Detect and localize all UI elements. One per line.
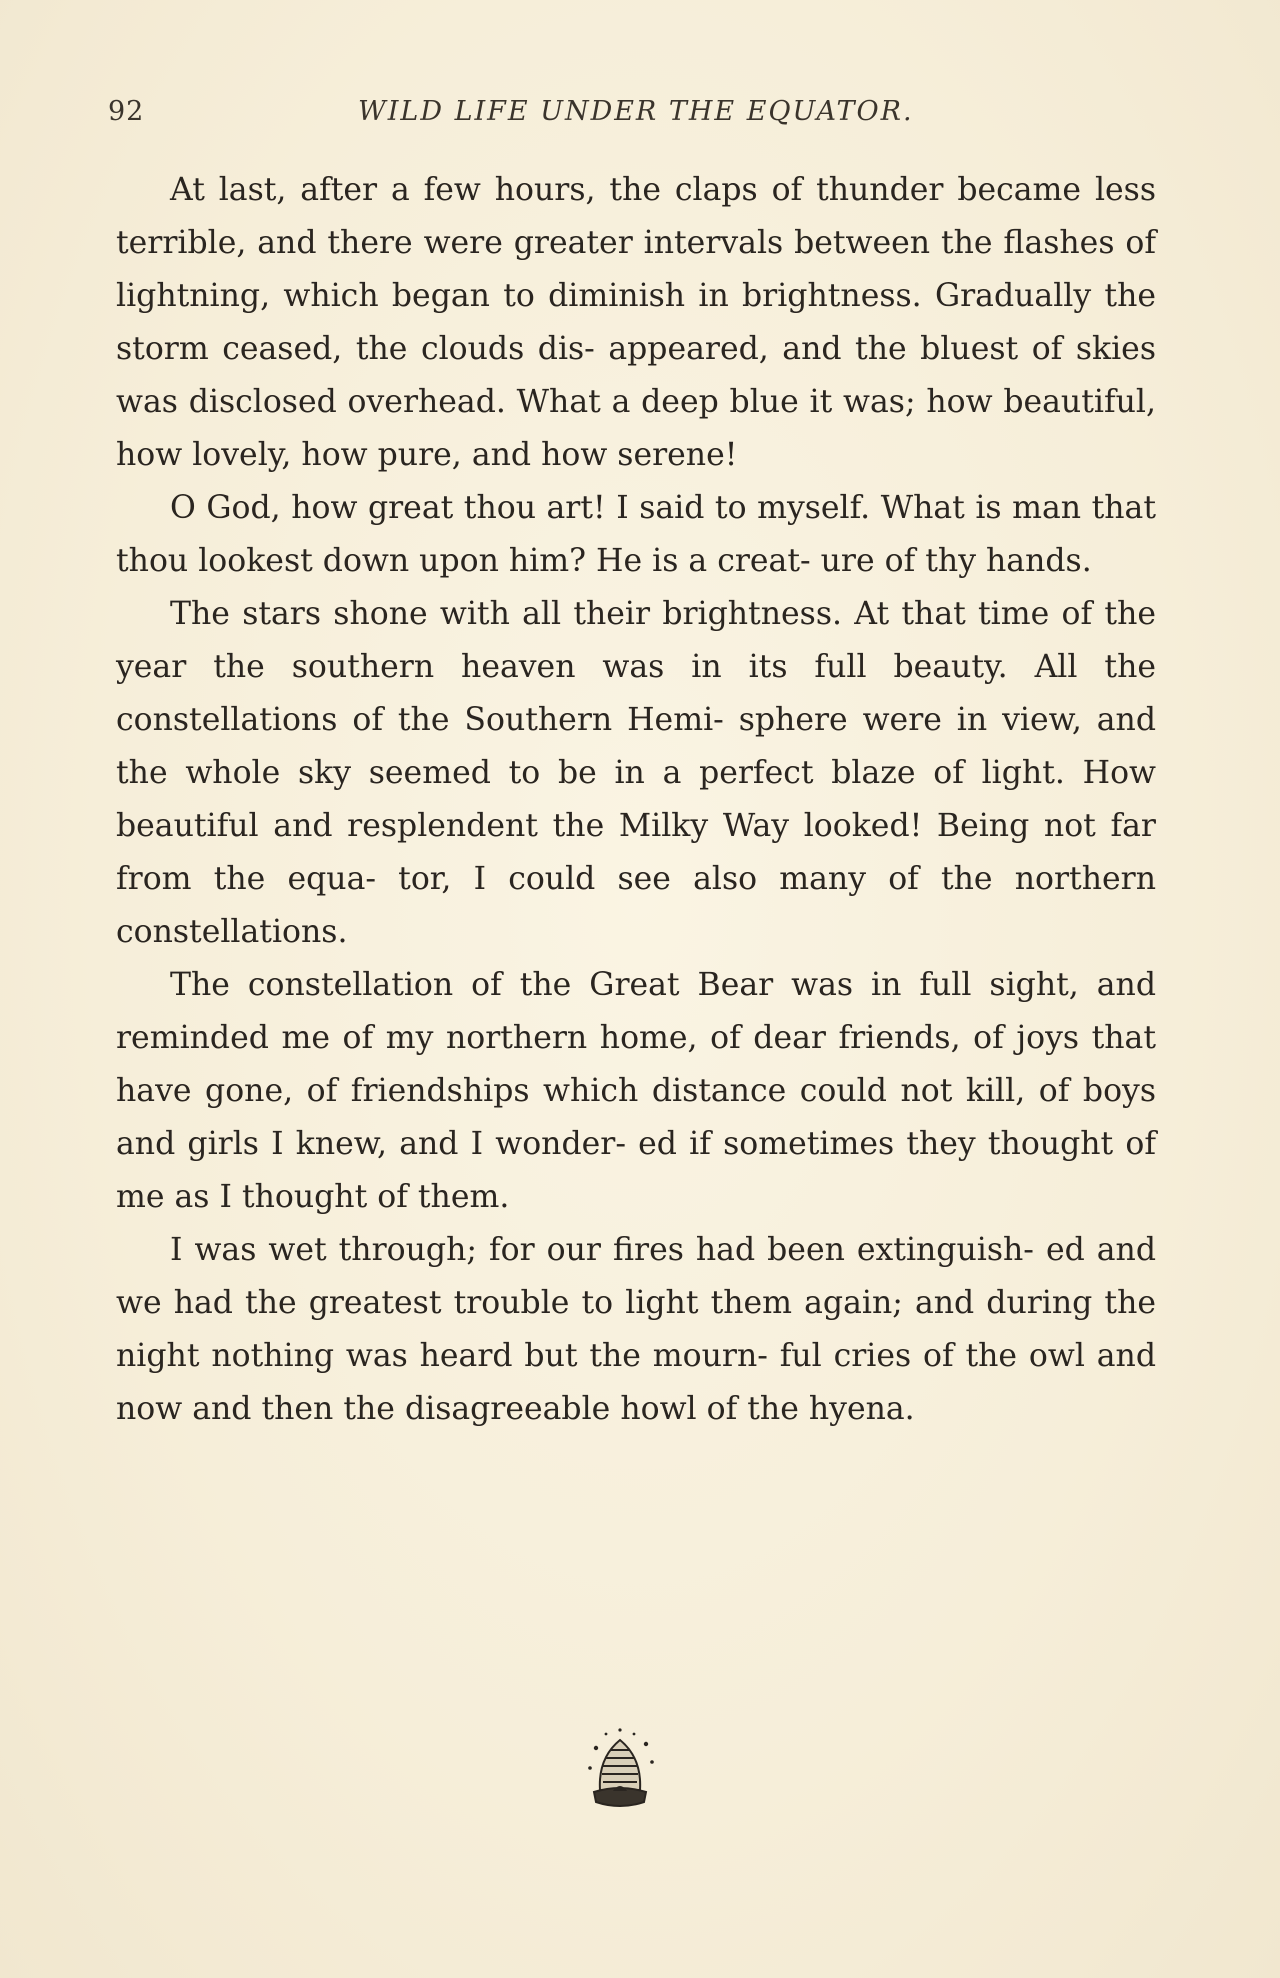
paragraph-2: O God, how great thou art! I said to myself. What is man that thou lookest down upon him? He is a creat- ure of thy hands. [116,490,1156,579]
paragraph-5: I was wet through; for our fires had been extinguish- ed and we had the greatest trouble to light them again; and during the night nothing was heard but the mourn- ful cries of the owl and now and then the disagreeable howl of the hyena. [116,1232,1156,1427]
paragraph-3: The stars shone with all their brightness. At that time of the year the southern heaven was in its full beauty. All the constellations of the Southern Hemi- sphere were in view, and the whole sky seemed to be in a perfect blaze of light. How beautiful and resplendent the Milky Way looked! Being not far from the equa- tor, I could see also many of the northern constellations. [116,596,1156,950]
paragraph-1: At last, after a few hours, the claps of thunder became less terrible, and there were greater intervals between the flashes of lightning, which began to diminish in brightness. Gradually the storm ceased, the clouds dis- appeared, and the bluest of skies was disclosed overhead. What a deep blue it was; how beautiful, how lovely, how pure, and how serene! [116,172,1156,473]
beehive-vignette-icon [570,1718,670,1818]
paragraph-4: The constellation of the Great Bear was in full sight, and reminded me of my northern home, of dear friends, of joys that have gone, of friendships which distance could not kill, of boys and girls I knew, and I wonder- ed if sometimes they thought of me as I thought of them. [116,967,1156,1215]
running-head: WILD LIFE UNDER THE EQUATOR. [358,96,914,127]
body-text [116,164,1156,1436]
page-header [108,96,1168,136]
page-number: 92 [108,96,145,127]
